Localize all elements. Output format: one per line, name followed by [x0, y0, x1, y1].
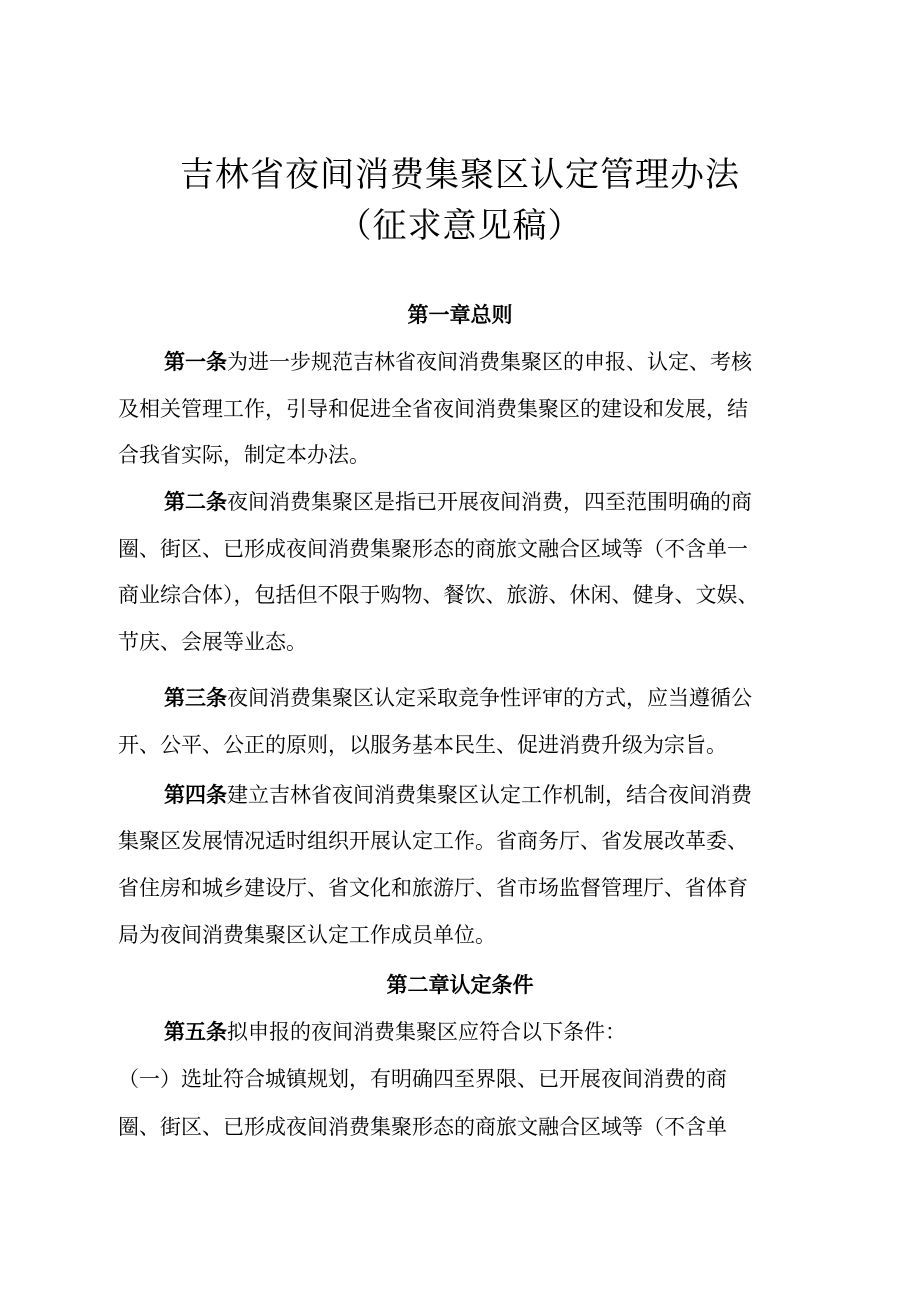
article-4-text: 建立吉林省夜间消费集聚区认定工作机制，结合夜间消费	[227, 783, 752, 807]
article-3-text: 夜间消费集聚区认定采取竞争性评审的方式，应当遵循公	[227, 686, 752, 710]
chapter-1-heading: 第一章总则	[407, 303, 513, 327]
article-2-label: 第二条	[164, 490, 227, 514]
article-2-text: 夜间消费集聚区是指已开展夜间消费，四至范围明确的商	[227, 490, 752, 514]
chapter-2-heading: 第二章认定条件	[386, 973, 534, 997]
article-2-line-1	[164, 487, 808, 517]
article-2-line-2: 圈、街区、已形成夜间消费集聚形态的商旅文融合区域等（不含单一	[118, 537, 748, 561]
article-4-line-2: 集聚区发展情况适时组织开展认定工作。省商务厅、省发展改革委、	[118, 829, 748, 853]
document-title: 吉林省夜间消费集聚区认定管理办法	[180, 155, 740, 195]
article-2-line-3: 商业综合体），包括但不限于购物、餐饮、旅游、休闲、健身、文娱、	[118, 583, 759, 607]
article-3-line-2: 开、公平、公正的原则，以服务基本民生、促进消费升级为宗旨。	[118, 733, 727, 757]
article-3-label: 第三条	[164, 686, 227, 710]
article-2-line-4: 节庆、会展等业态。	[118, 630, 307, 654]
article-5-text: 拟申报的夜间消费集聚区应符合以下条件：	[227, 1020, 626, 1044]
article-1-line-1	[164, 347, 808, 377]
article-5-item-1-line-1: （一）选址符合城镇规划，有明确四至界限、已开展夜间消费的商	[118, 1067, 727, 1091]
article-4-line-4: 局为夜间消费集聚区认定工作成员单位。	[118, 923, 496, 947]
article-1-label: 第一条	[164, 350, 227, 374]
article-4-line-1	[164, 780, 808, 810]
article-1-line-2: 及相关管理工作，引导和促进全省夜间消费集聚区的建设和发展，结	[118, 397, 748, 421]
article-5-item-1-line-2: 圈、街区、已形成夜间消费集聚形态的商旅文融合区域等（不含单	[118, 1115, 727, 1139]
article-1-line-3: 合我省实际，制定本办法。	[118, 443, 370, 467]
document-subtitle: （征求意见稿）	[337, 206, 583, 246]
article-4-label: 第四条	[164, 783, 227, 807]
article-3-line-1	[164, 683, 808, 713]
article-5-label: 第五条	[164, 1020, 227, 1044]
article-5-line-1	[164, 1017, 808, 1047]
article-4-line-3: 省住房和城乡建设厅、省文化和旅游厅、省市场监督管理厅、省体育	[118, 876, 748, 900]
article-1-text: 为进一步规范吉林省夜间消费集聚区的申报、认定、考核	[227, 350, 752, 374]
